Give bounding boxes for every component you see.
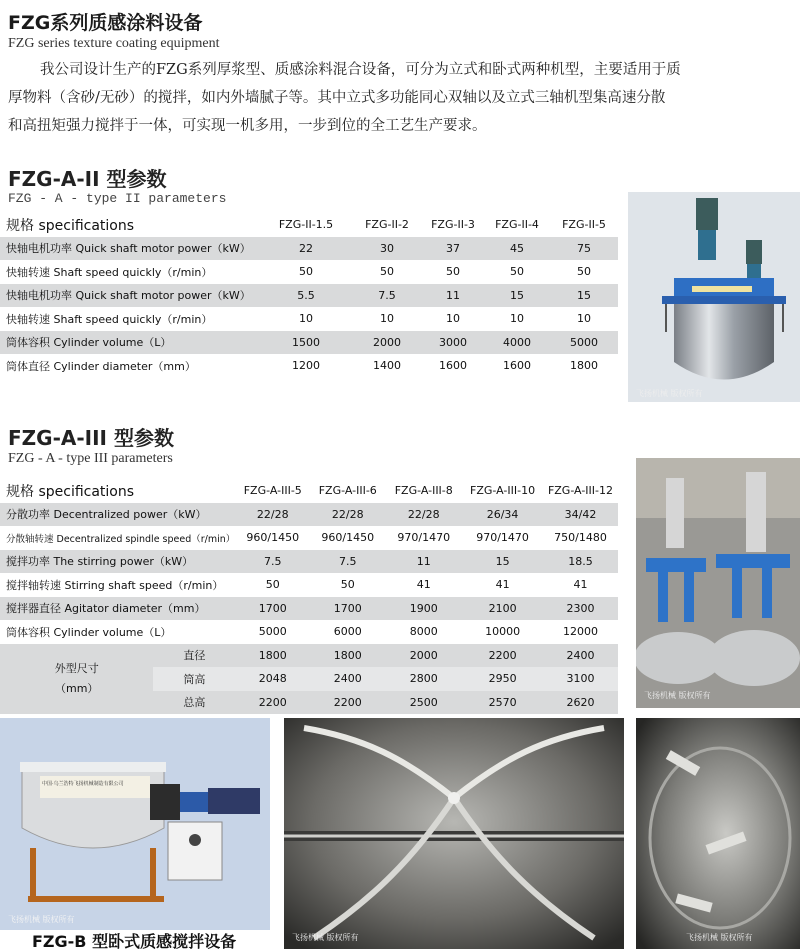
column-header: FZG-II-1.5 — [278, 218, 334, 232]
row-label: 搅拌器直径 Agitator diameter（mm） — [0, 597, 235, 621]
cell: 30 — [352, 237, 422, 261]
page-subtitle: FZG series texture coating equipment — [8, 36, 220, 51]
table-row — [0, 284, 618, 308]
row-label: 快轴转速 Shaft speed quickly（r/min） — [6, 312, 213, 326]
column-header: FZG-A-III-6 — [318, 484, 377, 498]
cell: 10000 — [485, 625, 521, 639]
cell: 5000 — [550, 331, 618, 355]
row-label: 快轴电机功率 Quick shaft motor power（kW） — [0, 284, 260, 308]
cell: 2800 — [385, 667, 462, 691]
row-label: 直径 — [153, 644, 235, 668]
cell: 7.5 — [310, 550, 385, 574]
cell: 1400 — [373, 359, 401, 373]
table-header-row — [0, 479, 618, 503]
page-title: FZG系列质感涂料设备 — [8, 12, 203, 34]
row-label: 筒体容积 Cylinder volume（L） — [6, 625, 172, 639]
cell: 1700 — [235, 597, 310, 621]
horizontal-mixer-caption: FZG-B 型卧式质感搅拌设备 — [32, 932, 237, 951]
cell: 970/1470 — [397, 531, 451, 545]
cell: 2950 — [462, 667, 543, 691]
cell: 50 — [340, 578, 355, 592]
row-label: 筒体直径 Cylinder diameter（mm） — [6, 359, 196, 373]
cell: 2000 — [385, 644, 462, 668]
intro-line-1: 我公司设计生产的FZG系列厚浆型、质感涂料混合设备，可分为立式和卧式两种机型，主要适用于质 — [40, 62, 681, 78]
cell: 1600 — [439, 359, 467, 373]
cell: 15 — [550, 284, 618, 308]
table-header-row — [0, 213, 618, 237]
cell: 960/1450 — [321, 531, 375, 545]
table-row — [0, 354, 618, 378]
cell: 2048 — [235, 667, 310, 691]
cell: 1800 — [235, 644, 310, 668]
cell: 750/1480 — [554, 531, 607, 545]
table-row — [0, 260, 618, 284]
cell: 1800 — [310, 644, 385, 668]
intro-paragraph-cont — [8, 84, 798, 140]
row-label: 总高 — [153, 691, 235, 715]
cell: 2500 — [385, 691, 462, 715]
cell: 22/28 — [385, 503, 462, 527]
table2-subtitle: FZG - A - type III parameters — [8, 451, 173, 466]
cell: 960/1450 — [246, 531, 300, 545]
cell: 4000 — [484, 331, 550, 355]
cell: 22 — [260, 237, 352, 261]
cell: 45 — [484, 237, 550, 261]
table1-title: FZG-A-II 型参数 — [8, 167, 167, 191]
table2-title: FZG-A-III 型参数 — [8, 426, 174, 450]
cell: 5000 — [258, 625, 287, 639]
cell: 50 — [577, 265, 591, 279]
intro-line-2: 厚物料（含砂/无砂）的搅拌，如内外墙腻子等。其中立式多功能同心双轴以及立式三轴机型集高速分散 — [8, 90, 666, 106]
three-shaft-mixer-photo — [636, 458, 800, 708]
cell: 1500 — [260, 331, 352, 355]
column-header: FZG-II-4 — [495, 218, 539, 232]
vertical-mixer-photo — [628, 192, 800, 402]
ribbon-agitator-photo — [284, 718, 624, 949]
row-label: 筒体容积 Cylinder volume（L） — [0, 331, 260, 355]
photo-credit: 飞扬机械 版权所有 — [644, 691, 711, 700]
cell: 1800 — [570, 359, 598, 373]
column-header: FZG-II-5 — [562, 218, 606, 232]
cell: 2620 — [543, 691, 618, 715]
spec-table-type-ii — [0, 213, 618, 378]
cell: 2400 — [310, 667, 385, 691]
column-header: FZG-A-III-5 — [243, 484, 302, 498]
cell: 41 — [573, 578, 588, 592]
row-label: 搅拌功率 The stirring power（kW） — [0, 550, 235, 574]
cell: 22/28 — [235, 503, 310, 527]
vertical-mixer-illustration — [628, 192, 800, 402]
row-label: 快轴转速 Shaft speed quickly（r/min） — [6, 265, 213, 279]
table-row — [0, 597, 618, 621]
dimensions-label-line2: （mm） — [55, 681, 99, 695]
cell: 18.5 — [543, 550, 618, 574]
machine-nameplate: 中国·乌兰浩特飞扬机械制造有限公司 — [42, 781, 124, 787]
cell: 3100 — [543, 667, 618, 691]
cell: 11 — [385, 550, 462, 574]
cell: 1900 — [385, 597, 462, 621]
table1-subtitle: FZG - A - type II parameters — [8, 191, 227, 206]
table-row — [0, 503, 618, 527]
cell: 5.5 — [260, 284, 352, 308]
cell: 22/28 — [310, 503, 385, 527]
cell: 10 — [446, 312, 460, 326]
cell: 2400 — [543, 644, 618, 668]
horizontal-mixer-illustration — [0, 718, 270, 930]
cell: 75 — [550, 237, 618, 261]
cell: 7.5 — [352, 284, 422, 308]
cell: 2200 — [235, 691, 310, 715]
intro-line-3: 和高扭矩强力搅拌于一体，可实现一机多用，一步到位的全工艺生产要求。 — [8, 118, 487, 134]
photo-credit: 飞扬机械 版权所有 — [292, 933, 359, 942]
cell: 41 — [416, 578, 431, 592]
cell: 7.5 — [235, 550, 310, 574]
photo-credit: 飞扬机械 版权所有 — [686, 933, 753, 942]
column-header: FZG-II-3 — [431, 218, 475, 232]
cell: 8000 — [409, 625, 438, 639]
cell: 1600 — [503, 359, 531, 373]
table-header-label: 规格 specifications — [6, 483, 135, 500]
spec-table-type-iii — [0, 479, 618, 714]
intro-paragraph — [40, 56, 800, 84]
table-row — [0, 573, 618, 597]
cell: 50 — [446, 265, 460, 279]
cell: 1200 — [292, 359, 320, 373]
cell: 37 — [422, 237, 484, 261]
column-header: FZG-A-III-10 — [470, 484, 536, 498]
table-row — [0, 550, 618, 574]
column-header: FZG-A-III-8 — [394, 484, 453, 498]
photo-credit: 飞扬机械 版权所有 — [636, 389, 703, 398]
cell: 12000 — [562, 625, 598, 639]
dimensions-label — [0, 644, 153, 715]
cell: 10 — [299, 312, 313, 326]
ribbon-agitator-illustration — [284, 718, 624, 949]
dimensions-label-line1: 外型尺寸 — [54, 661, 99, 675]
photo-credit: 飞扬机械 版权所有 — [8, 915, 75, 924]
column-header: FZG-II-2 — [365, 218, 409, 232]
row-label: 快轴电机功率 Quick shaft motor power（kW） — [0, 237, 260, 261]
cell: 15 — [462, 550, 543, 574]
row-label: 分散轴转速 Decentralized spindle speed（r/min） — [6, 533, 236, 545]
cell: 34/42 — [543, 503, 618, 527]
cell: 50 — [380, 265, 394, 279]
cell: 50 — [265, 578, 280, 592]
row-label: 筒高 — [153, 667, 235, 691]
cell: 3000 — [422, 331, 484, 355]
cell: 26/34 — [462, 503, 543, 527]
table-row — [0, 526, 618, 550]
cell: 2300 — [543, 597, 618, 621]
cell: 10 — [577, 312, 591, 326]
tank-interior-photo — [636, 718, 800, 949]
cell: 970/1470 — [476, 531, 529, 545]
cell: 2570 — [462, 691, 543, 715]
cell: 6000 — [333, 625, 362, 639]
row-label: 分散功率 Decentralized power（kW） — [0, 503, 235, 527]
cell: 2000 — [352, 331, 422, 355]
table-row — [0, 331, 618, 355]
cell: 50 — [299, 265, 313, 279]
three-shaft-mixer-illustration — [636, 458, 800, 708]
row-label: 搅拌轴转速 Stirring shaft speed（r/min） — [6, 578, 224, 592]
cell: 2100 — [462, 597, 543, 621]
table-row — [0, 237, 618, 261]
cell: 50 — [510, 265, 524, 279]
table-row — [0, 620, 618, 644]
cell: 41 — [495, 578, 510, 592]
table-row — [0, 644, 618, 668]
table-row — [0, 307, 618, 331]
cell: 2200 — [310, 691, 385, 715]
cell: 1700 — [310, 597, 385, 621]
tank-interior-illustration — [636, 718, 800, 949]
cell: 2200 — [462, 644, 543, 668]
horizontal-mixer-photo — [0, 718, 270, 930]
table-header-label: 规格 specifications — [6, 217, 135, 234]
cell: 10 — [510, 312, 524, 326]
cell: 10 — [380, 312, 394, 326]
cell: 11 — [422, 284, 484, 308]
column-header: FZG-A-III-12 — [547, 484, 614, 498]
cell: 15 — [484, 284, 550, 308]
